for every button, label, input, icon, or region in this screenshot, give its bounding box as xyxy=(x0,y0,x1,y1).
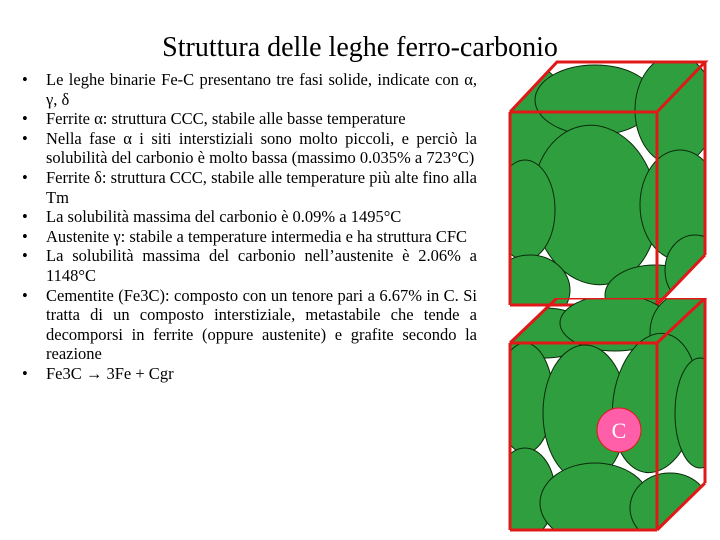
bullet-item xyxy=(22,364,477,384)
atom-sphere xyxy=(495,160,555,260)
bcc-cube-diagram xyxy=(485,55,715,310)
bullet-icon: • xyxy=(22,363,28,383)
atom-sphere xyxy=(630,473,710,538)
bullet-text: Ferrite δ: struttura CCC, stabile alle temperature più alte fino alla Tm xyxy=(46,167,477,207)
fcc-cube-diagram xyxy=(485,298,715,538)
bullet-icon: • xyxy=(22,285,28,305)
bullet-list xyxy=(22,70,477,384)
bullet-item xyxy=(22,286,477,364)
bullet-text: Ferrite α: struttura CCC, stabile alle basse temperature xyxy=(46,109,406,129)
bullet-icon: • xyxy=(22,128,28,148)
bullet-text: Cementite (Fe3C): composto con un tenore pari a 6.67% in C. Si tratta di un composto interstiziale, metastabile che tende a decomporsi in ferrite (oppure austenite) e grafite secondo la reazione xyxy=(46,285,477,364)
bullet-item xyxy=(22,207,477,227)
bullet-icon: • xyxy=(22,167,28,187)
bullet-item xyxy=(22,70,477,109)
bullet-item xyxy=(22,246,477,285)
bullet-icon: • xyxy=(22,70,28,89)
bullet-item xyxy=(22,168,477,207)
bullet-text: Austenite γ: stabile a temperature intermedia e ha struttura CFC xyxy=(46,226,468,246)
bullet-icon: • xyxy=(22,109,28,129)
bullet-text: La solubilità massima del carbonio è 0.09% a 1495°C xyxy=(46,207,402,227)
bullet-item xyxy=(22,109,477,129)
bullet-item xyxy=(22,129,477,168)
carbon-label: C xyxy=(611,418,627,443)
bullet-text: Fe3C → 3Fe + Cgr xyxy=(46,363,174,383)
bullet-item xyxy=(22,227,477,247)
bullet-icon: • xyxy=(22,246,28,266)
bullet-text: Nella fase α i siti interstiziali sono molto piccoli, e perciò la solubilità del carbonio è molto bassa (massimo 0.035% a 723°C) xyxy=(46,128,477,168)
slide-title: Struttura delle leghe ferro-carbonio xyxy=(162,32,558,63)
atom-sphere xyxy=(635,55,715,165)
bullet-icon: • xyxy=(22,207,28,227)
bullet-text: Le leghe binarie Fe-C presentano tre fasi solide, indicate con α, γ, δ xyxy=(46,70,477,109)
bullet-icon: • xyxy=(22,226,28,246)
bullet-text: La solubilità massima del carbonio nell’austenite è 2.06% a 1148°C xyxy=(46,246,477,285)
